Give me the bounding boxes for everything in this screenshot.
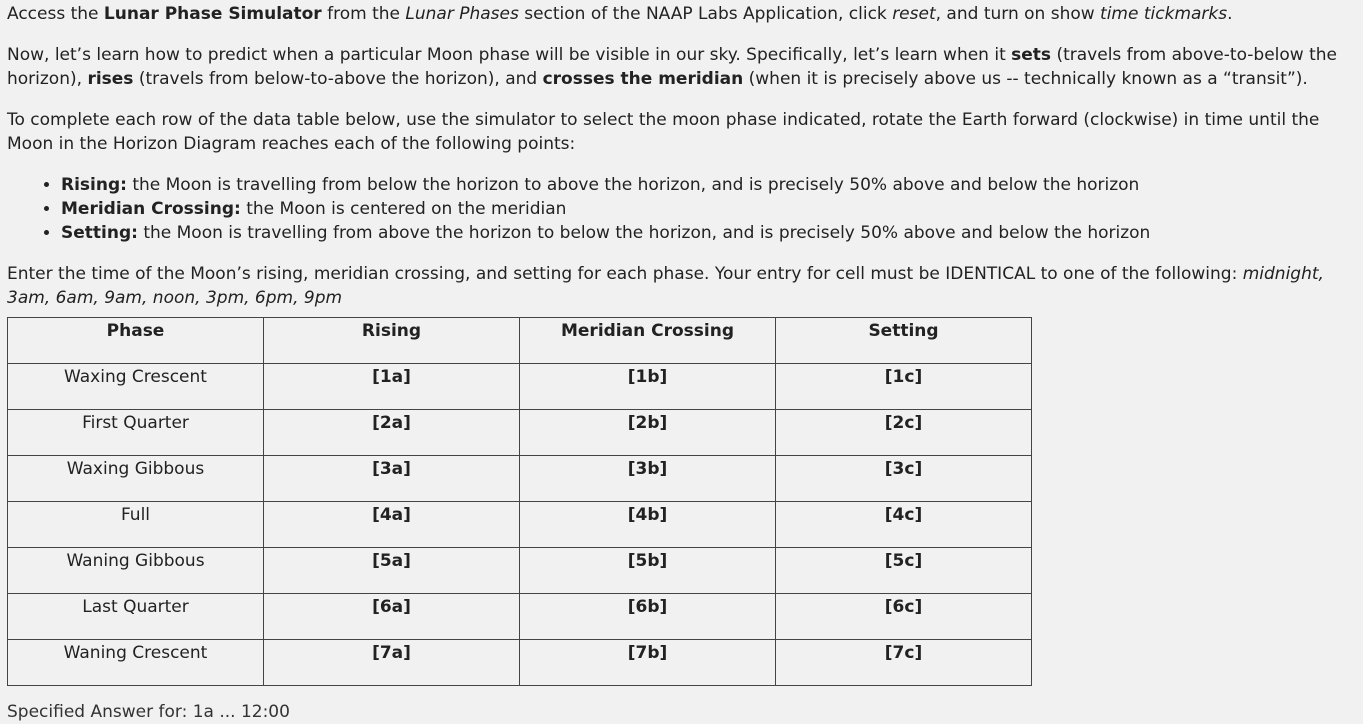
phase-cell: Waning Gibbous	[8, 548, 264, 594]
section-name: Lunar Phases	[405, 4, 519, 24]
list-item	[61, 173, 1356, 197]
definition-label: Setting:	[61, 223, 138, 243]
table-row	[8, 548, 1032, 594]
definition-label: Meridian Crossing:	[61, 199, 241, 219]
reset-term: reset	[892, 4, 936, 24]
table-row	[8, 456, 1032, 502]
answer-blank[interactable]: [1a]	[264, 364, 520, 410]
answer-blank[interactable]: [1b]	[520, 364, 776, 410]
answer-blank[interactable]: [3a]	[264, 456, 520, 502]
table-row	[8, 502, 1032, 548]
definition-label: Rising:	[61, 175, 127, 195]
answer-blank[interactable]: [7a]	[264, 640, 520, 686]
answer-blank[interactable]: [2a]	[264, 410, 520, 456]
text: .	[1227, 4, 1233, 24]
phase-cell: First Quarter	[8, 410, 264, 456]
text: section of the NAAP Labs Application, click	[518, 4, 893, 24]
header-meridian-crossing: Meridian Crossing	[520, 318, 776, 364]
intro-paragraph-1	[7, 2, 1356, 26]
answer-blank[interactable]: [7b]	[520, 640, 776, 686]
definition-list	[7, 173, 1356, 245]
allowed-answers: midnight, 3am, 6am, 9am, noon, 3pm, 6pm, 9pm	[7, 264, 1324, 308]
header-setting: Setting	[776, 318, 1032, 364]
table-row	[8, 364, 1032, 410]
answer-blank[interactable]: [3b]	[520, 456, 776, 502]
answer-blank[interactable]: [1c]	[776, 364, 1032, 410]
answer-blank[interactable]: [3c]	[776, 456, 1032, 502]
table-header-row	[8, 318, 1032, 364]
definition-text: the Moon is travelling from below the horizon to above the horizon, and is precisely 50% above and below the horizon	[126, 175, 1140, 195]
table-row	[8, 640, 1032, 686]
answer-blank[interactable]: [5b]	[520, 548, 776, 594]
moon-phase-table	[7, 317, 1032, 686]
answer-blank[interactable]: [2b]	[520, 410, 776, 456]
intro-paragraph-3: To complete each row of the data table below, use the simulator to select the moon phase indicated, rotate the Earth forward (clockwise) in time until the Moon in the Horizon Diagram reaches each of the following points:	[7, 110, 1320, 154]
text: (travels from below-to-above the horizon), and	[133, 69, 543, 89]
tickmarks-term: time tickmarks	[1100, 4, 1228, 24]
text: from the	[321, 4, 406, 24]
phase-cell: Full	[8, 502, 264, 548]
term-sets: sets	[1011, 45, 1052, 65]
phase-cell: Last Quarter	[8, 594, 264, 640]
text: (when it is precisely above us -- technically known as a “transit”).	[743, 69, 1308, 89]
phase-cell: Waxing Gibbous	[8, 456, 264, 502]
phase-cell: Waxing Crescent	[8, 364, 264, 410]
definition-text: the Moon is centered on the meridian	[240, 199, 567, 219]
header-phase: Phase	[8, 318, 264, 364]
answer-blank[interactable]: [7c]	[776, 640, 1032, 686]
answer-blank[interactable]: [2c]	[776, 410, 1032, 456]
answer-blank[interactable]: [6a]	[264, 594, 520, 640]
answer-blank[interactable]: [6b]	[520, 594, 776, 640]
term-rises: rises	[87, 69, 134, 89]
text: Enter the time of the Moon’s rising, meridian crossing, and setting for each phase. Your entry for cell must be IDENTICAL to one of the following:	[7, 264, 1243, 284]
answer-blank[interactable]: [5c]	[776, 548, 1032, 594]
list-item	[61, 197, 1356, 221]
text: , and turn on show	[935, 4, 1101, 24]
answer-blank[interactable]: [4a]	[264, 502, 520, 548]
answer-blank[interactable]: [4b]	[520, 502, 776, 548]
header-rising: Rising	[264, 318, 520, 364]
simulator-name: Lunar Phase Simulator	[103, 4, 322, 24]
answer-blank[interactable]: [6c]	[776, 594, 1032, 640]
answer-blank[interactable]: [5a]	[264, 548, 520, 594]
table-row	[8, 410, 1032, 456]
answer-blank[interactable]: [4c]	[776, 502, 1032, 548]
intro-paragraph-2	[7, 43, 1356, 91]
intro-paragraph-4	[7, 262, 1356, 310]
list-item	[61, 221, 1356, 245]
term-crosses-meridian: crosses the meridian	[542, 69, 744, 89]
text: Access the	[7, 4, 104, 24]
definition-text: the Moon is travelling from above the horizon to below the horizon, and is precisely 50% above and below the horizon	[137, 223, 1151, 243]
text: (travels from above-to-below the horizon),	[7, 45, 1337, 89]
cut-off-footer-text: Specified Answer for: 1a ... 12:00	[7, 702, 290, 722]
phase-cell: Waning Crescent	[8, 640, 264, 686]
table-row	[8, 594, 1032, 640]
text: Now, let’s learn how to predict when a particular Moon phase will be visible in our sky. Specifically, let’s learn when it	[7, 45, 1012, 65]
